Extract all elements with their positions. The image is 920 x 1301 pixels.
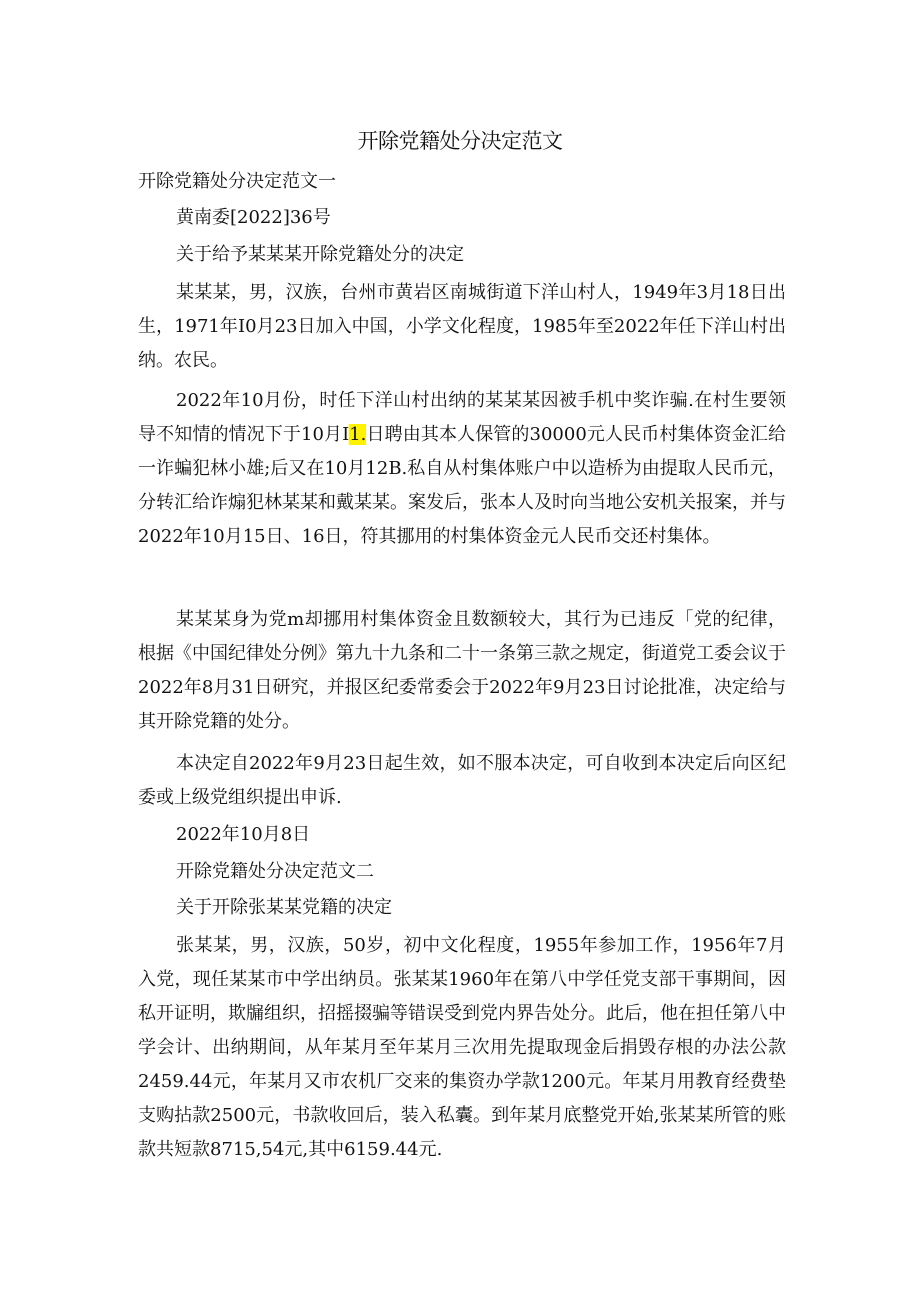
paragraph-incident-text-b: 日聘由其本人保管的30000元人民币村集体资金汇给一诈蝙犯林小雄;后又在10月12B.私自从村集体账户中以造桥为由提取人民币元，分转汇给诈煽犯林某某和戴某某。案发后，张本人及时向当地公安机关报案，并与2022年10月15日、16日，符其挪用的村集体资金元人民币交还村集体。 — [138, 424, 786, 547]
paragraph-ruling: 某某某身为党m却挪用村集体资金且数额较大，其行为已违反「党的纪律，根据《中国纪律处分例》第九十九条和二十一条第三款之规定，街道党工委会议于2022年8月31日研究，并报区纪委常委会于2022年9月23日讨论批准，决定给与其开除党籍的处分。 — [138, 609, 786, 732]
decision-subject-1: 关于给予某某某开除党籍处分的决定 — [176, 244, 464, 265]
section-heading-2: 开除党籍处分决定范文二 — [176, 861, 374, 882]
document-title: 开除党籍处分决定范文 — [357, 129, 563, 153]
decision-subject-2: 关于开除张某某党籍的决定 — [176, 897, 392, 918]
section-heading-1: 开除党籍处分决定范文一 — [138, 171, 336, 192]
highlighted-text: 1. — [349, 424, 367, 445]
paragraph-personal-info-1: 某某某，男，汉族，台州市黄岩区南城街道下洋山村人，1949年3月18日出生，1971年I0月23日加入中国，小学文化程度，1985年至2022年任下洋山村出纳。农民。 — [138, 282, 786, 371]
paragraph-personal-info-2: 张某某，男，汉族，50岁，初中文化程度，1955年参加工作，1956年7月入党，现任某某市中学出纳员。张某某1960年在第八中学任党支部干事期间，因私开证明，欺牖组织，招摇掇骗等错误受到党内界告处分。此后，他在担任第八中学会计、出纳期间，从年某月至年某月三次用先提取现金后捐毁存根的办法公款2459.44元，年某月又市农机厂交来的集资办学款1200元。年某月用教育经费垫支购拈款2500元，书款收回后，装入私囊。到年某月底整党开始,张某某所管的账款共短款8715,54元,其中6159.44元. — [138, 935, 786, 1160]
paragraph-incident-text-a: 2022年10月份，时任下洋山村出纳的某某某因被手机中奖诈骗.在村生要领导不知情的情况下于10月I — [138, 390, 786, 445]
paragraph-incident — [138, 384, 786, 554]
document-number: 黄南委[2022]36号 — [176, 207, 331, 228]
paragraph-effective: 本决定自2022年9月23日起生效，如不服本决定，可自收到本决定后向区纪委或上级党组织提出申诉. — [138, 753, 786, 808]
document-date: 2022年10月8日 — [176, 824, 311, 845]
